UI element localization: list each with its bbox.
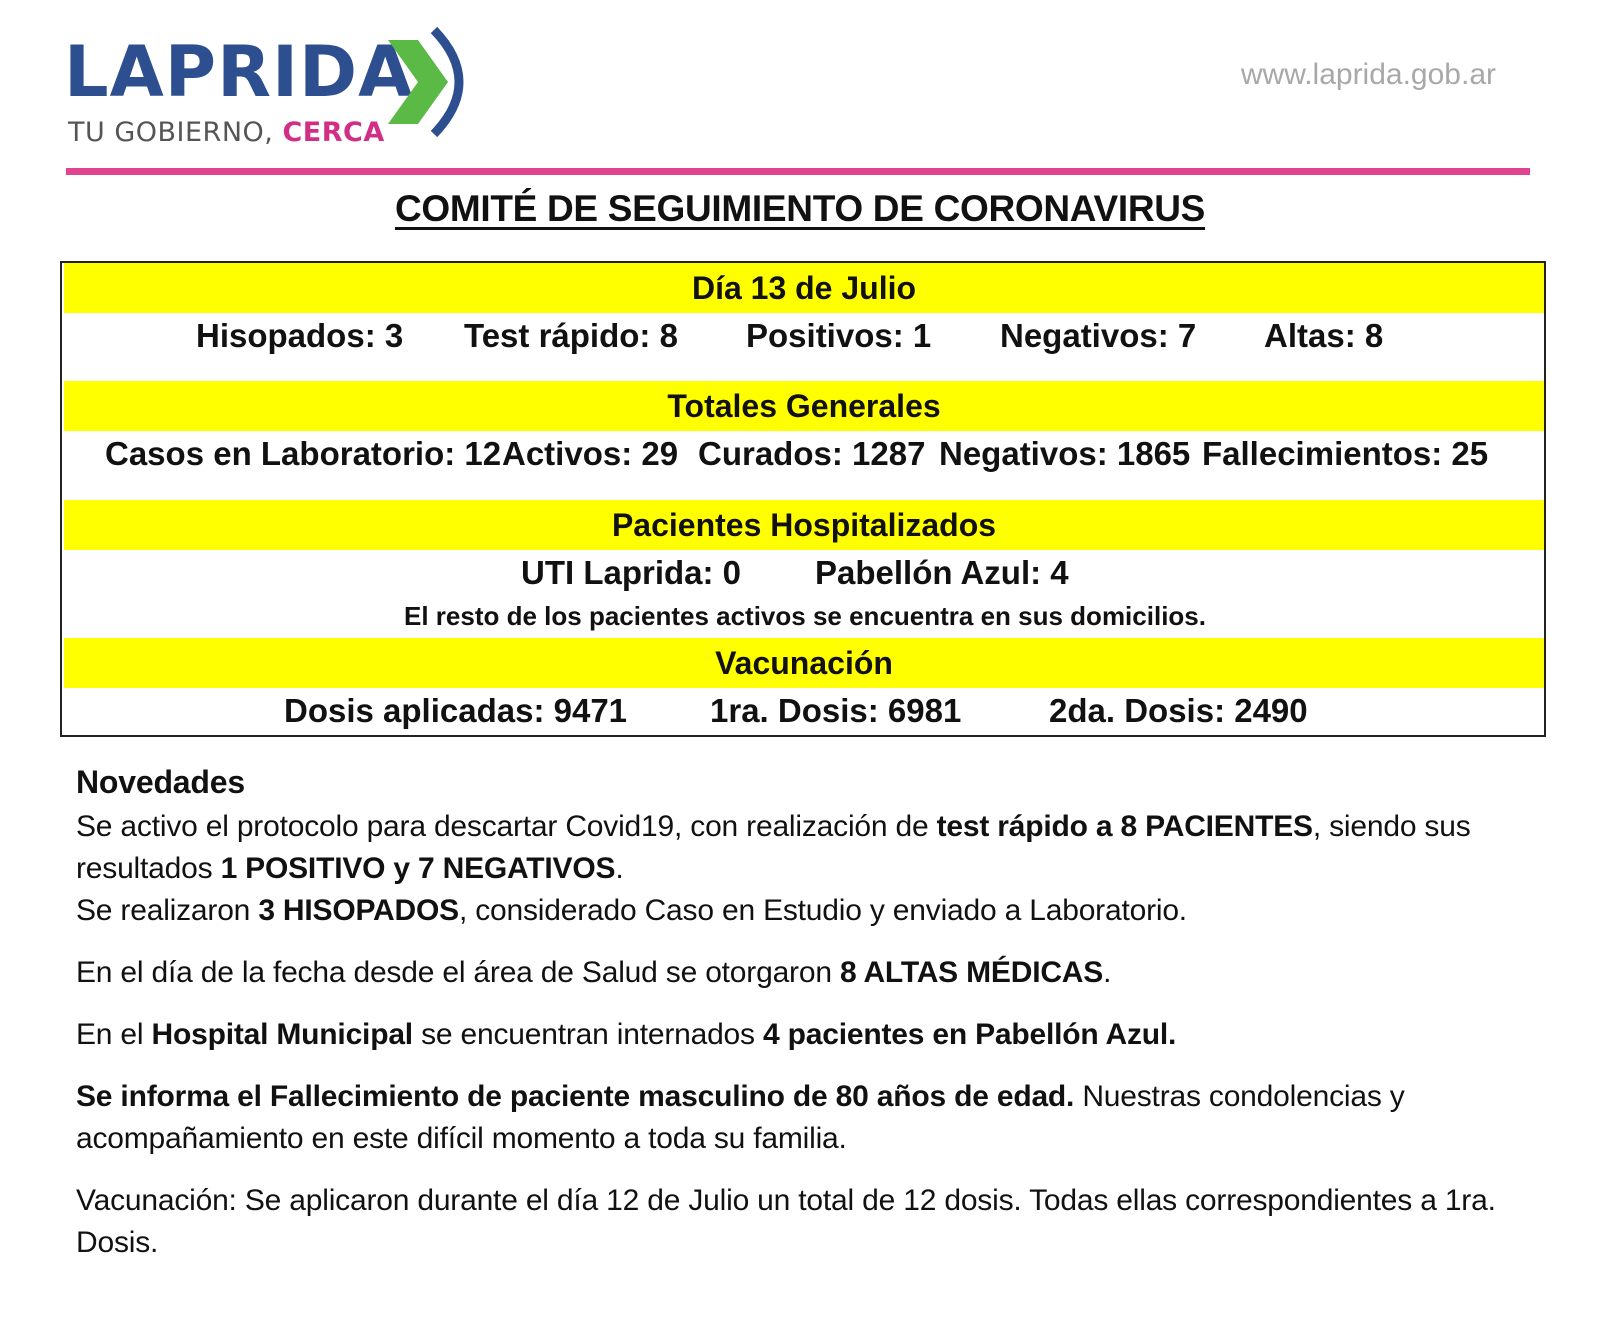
tagline-accent: CERCA bbox=[282, 117, 385, 148]
stat-test-rapido: Test rápido: 8 bbox=[464, 317, 678, 354]
hospital-heading: Pacientes Hospitalizados bbox=[64, 500, 1544, 550]
stat-altas: Altas: 8 bbox=[1264, 317, 1384, 354]
header bbox=[0, 0, 1600, 180]
news-emphasis: 8 ALTAS MÉDICAS bbox=[839, 956, 1104, 989]
news-section bbox=[76, 762, 1516, 1284]
news-text: se encuentran internados bbox=[412, 1018, 763, 1051]
news-text: En el bbox=[76, 1018, 152, 1051]
news-text: . bbox=[1103, 956, 1112, 989]
news-paragraph-3 bbox=[76, 952, 1516, 994]
site-url[interactable]: www.laprida.gob.ar bbox=[1240, 58, 1496, 91]
stats-table bbox=[60, 261, 1546, 737]
news-text: Nuestras condolencias y acompañamiento en este difícil momento a toda su familia. bbox=[76, 1080, 1405, 1155]
tagline-prefix: TU GOBIERNO, bbox=[68, 117, 274, 148]
vacc-dosis-aplicadas: Dosis aplicadas: 9471 bbox=[284, 692, 628, 729]
total-casos-laboratorio: Casos en Laboratorio: 12 bbox=[105, 435, 502, 472]
news-emphasis: 4 pacientes en Pabellón Azul. bbox=[762, 1018, 1177, 1051]
news-text: , siendo sus resultados bbox=[76, 810, 1471, 885]
news-text: , considerado Caso en Estudio y enviado a Laboratorio. bbox=[458, 894, 1187, 927]
news-emphasis: test rápido a 8 PACIENTES bbox=[936, 810, 1313, 843]
news-text: Se activo el protocolo para descartar Covid19, con realización de bbox=[76, 810, 937, 843]
total-fallecimientos: Fallecimientos: 25 bbox=[1202, 435, 1489, 472]
news-paragraph-5 bbox=[76, 1076, 1516, 1160]
news-paragraph-4 bbox=[76, 1014, 1516, 1056]
hospital-uti: UTI Laprida: 0 bbox=[521, 554, 742, 591]
logo-tagline bbox=[68, 117, 385, 148]
logo-wordmark: LAPRIDA bbox=[64, 31, 414, 113]
total-negativos: Negativos: 1865 bbox=[939, 435, 1191, 472]
page-title: COMITÉ DE SEGUIMIENTO DE CORONAVIRUS bbox=[394, 188, 1206, 229]
news-emphasis: 1 POSITIVO y 7 NEGATIVOS bbox=[220, 852, 616, 885]
hospital-pabellon-azul: Pabellón Azul: 4 bbox=[815, 554, 1069, 591]
hospital-note: El resto de los pacientes activos se encuentra en sus domicilios. bbox=[404, 601, 1206, 631]
news-text: . bbox=[615, 852, 624, 885]
stat-positivos: Positivos: 1 bbox=[746, 317, 932, 354]
news-paragraph-2 bbox=[76, 890, 1516, 932]
news-paragraph-6: Vacunación: Se aplicaron durante el día 12 de Julio un total de 12 dosis. Todas ellas correspondientes a 1ra. Dosis. bbox=[76, 1184, 1496, 1259]
vaccination-heading: Vacunación bbox=[64, 638, 1544, 688]
news-text: Se realizaron bbox=[76, 894, 259, 927]
news-heading: Novedades bbox=[76, 764, 245, 800]
total-activos: Activos: 29 bbox=[502, 435, 679, 472]
news-emphasis: Se informa el Fallecimiento de paciente masculino de 80 años de edad. bbox=[76, 1080, 1075, 1113]
header-divider bbox=[66, 168, 1530, 175]
totals-heading: Totales Generales bbox=[64, 381, 1544, 431]
vacc-primera-dosis: 1ra. Dosis: 6981 bbox=[710, 692, 962, 729]
total-curados: Curados: 1287 bbox=[698, 435, 926, 472]
stat-negativos: Negativos: 7 bbox=[1000, 317, 1197, 354]
stat-hisopados: Hisopados: 3 bbox=[196, 317, 404, 354]
day-heading: Día 13 de Julio bbox=[64, 263, 1544, 313]
news-text: En el día de la fecha desde el área de Salud se otorgaron bbox=[76, 956, 840, 989]
news-emphasis: Hospital Municipal bbox=[151, 1018, 413, 1051]
chevron-logo-icon bbox=[384, 22, 494, 142]
vacc-segunda-dosis: 2da. Dosis: 2490 bbox=[1049, 692, 1308, 729]
news-emphasis: 3 HISOPADOS bbox=[258, 894, 459, 927]
news-paragraph-1 bbox=[76, 806, 1516, 890]
